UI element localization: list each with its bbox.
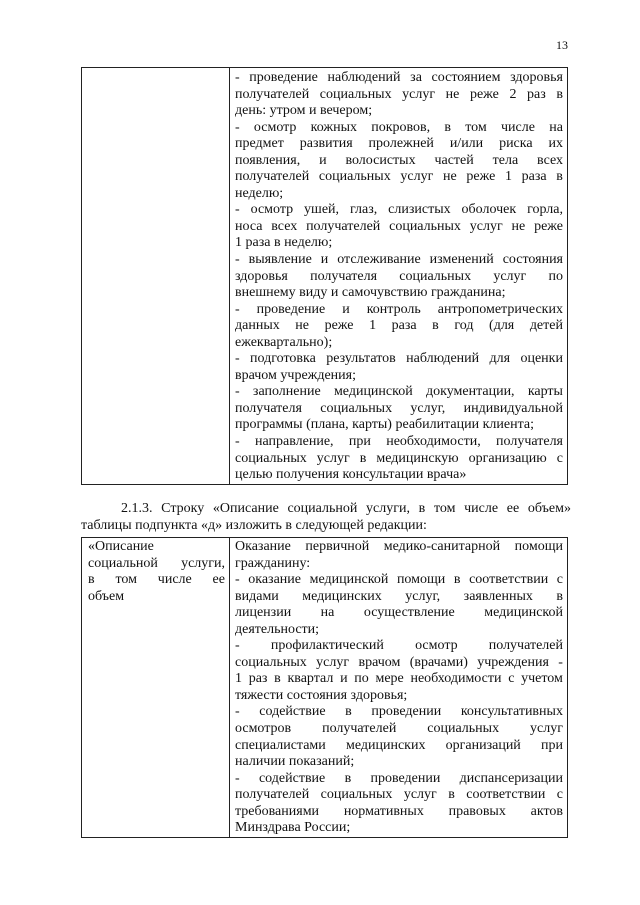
text-line: [230, 671, 567, 688]
word: необходимости: [410, 671, 502, 687]
word: -: [235, 252, 240, 268]
service-description-table: [81, 537, 568, 838]
word: 2: [509, 86, 517, 102]
word: социальных: [427, 721, 500, 737]
word: и/или: [449, 136, 484, 152]
text-line: гражданину:: [235, 555, 311, 571]
word: раз: [248, 671, 268, 687]
word: -: [235, 351, 240, 367]
table1-left-cell: [82, 68, 230, 485]
text-line: [230, 269, 567, 286]
word: проведении: [370, 770, 441, 786]
word: (врачами): [409, 654, 468, 670]
text-line: [230, 605, 567, 622]
word: в: [556, 169, 563, 185]
word: год: [454, 318, 474, 334]
word: получателя: [310, 268, 378, 284]
text-line: внешнему виду и самочувствию гражданина;: [235, 285, 506, 301]
word: ее: [212, 572, 225, 588]
word: медицинской: [484, 605, 563, 621]
word: получателя: [496, 434, 563, 450]
word: направление,: [255, 434, 334, 450]
text-line: [230, 771, 567, 788]
word: с: [556, 450, 563, 466]
word: получателей: [322, 721, 397, 737]
word: получателя: [235, 400, 302, 416]
word: мере: [375, 671, 404, 687]
word: медицинских: [302, 588, 382, 604]
word: «Описание: [212, 501, 279, 516]
word: -: [235, 770, 240, 786]
text-line: неделю;: [235, 185, 284, 201]
word: на: [549, 119, 563, 135]
word: и: [342, 301, 350, 317]
text-line: [230, 384, 567, 401]
text-line: [230, 70, 567, 87]
text-line: [230, 804, 567, 821]
word: и: [319, 152, 327, 168]
word: помощи: [514, 539, 563, 554]
word: предмет: [235, 136, 284, 152]
word: и: [340, 671, 348, 687]
word: наблюдений: [327, 70, 401, 85]
word: услуг: [316, 450, 350, 466]
word: социальной: [287, 501, 358, 516]
word: здоровья: [235, 268, 288, 284]
word: учетом: [521, 671, 563, 687]
word: (для: [489, 318, 515, 334]
word: соответствии: [469, 572, 549, 588]
word: услуг,: [405, 588, 441, 604]
word: наблюдений: [406, 351, 480, 367]
word: -: [235, 119, 240, 135]
table2-right-cell: [230, 538, 568, 838]
word: осмотров: [235, 721, 292, 737]
word: при: [540, 737, 563, 753]
text-line: [230, 87, 567, 104]
word: в: [556, 86, 563, 102]
word: появления,: [235, 152, 301, 168]
word: услуг: [316, 654, 350, 670]
word: оболочек: [461, 202, 517, 218]
word: в: [344, 770, 352, 786]
text-line: [230, 153, 567, 170]
word: не: [443, 169, 457, 185]
word: услуг: [400, 169, 434, 185]
text-line: [230, 721, 567, 738]
word: в: [444, 119, 452, 135]
word: -: [235, 301, 240, 317]
text-line: ежеквартально);: [235, 334, 333, 350]
text-line: целью получения консультации врача»: [235, 467, 467, 483]
word: реже: [469, 86, 499, 102]
table2-left-cell: [82, 538, 230, 838]
table2-left-text: [82, 538, 229, 605]
word: профилактический: [270, 638, 384, 654]
table1-right-cell: [230, 68, 568, 485]
word: проведение: [249, 70, 318, 85]
word: заполнение: [252, 384, 321, 400]
text-line: программы (плана, карты) реабилитации клиента;: [235, 417, 534, 433]
text-line: [230, 434, 567, 451]
amendment-paragraph: [81, 501, 571, 534]
word: услуг: [469, 218, 503, 234]
text-line: тяжести состояния здоровья;: [235, 687, 408, 703]
word: ушей,: [304, 202, 340, 218]
text-line: деятельности;: [235, 621, 320, 637]
word: риска: [499, 136, 533, 152]
word: Строку: [161, 501, 205, 516]
text-line: [230, 169, 567, 186]
text-line: [230, 252, 567, 269]
word: пролежней: [368, 136, 434, 152]
text-line: [230, 401, 567, 418]
text-line: [230, 219, 567, 236]
word: в: [453, 572, 461, 588]
paragraph-line-2: таблицы подпункта «д» изложить в следующей редакции:: [81, 517, 427, 533]
word: 1: [504, 169, 512, 185]
word: носа: [235, 218, 263, 234]
text-line: «Описание: [88, 539, 154, 554]
word: услуг: [402, 86, 436, 102]
word: в: [359, 450, 367, 466]
word: проведение: [256, 301, 326, 317]
text-line: [230, 318, 567, 335]
word: медицинской: [333, 384, 413, 400]
word: содействие: [258, 770, 326, 786]
word: -: [235, 572, 240, 588]
word: социальных: [319, 86, 392, 102]
word: -: [558, 654, 563, 670]
word: медицинскую: [376, 450, 459, 466]
word: реже: [324, 318, 354, 334]
word: врачом: [358, 654, 401, 670]
text-line: Минздрава России;: [235, 820, 351, 836]
word: видами: [235, 588, 279, 604]
word: осмотр: [253, 119, 297, 135]
word: -: [235, 202, 240, 218]
word: Оказание: [235, 539, 291, 554]
word: результатов: [326, 351, 396, 367]
text-line: [230, 136, 567, 153]
word: в: [448, 787, 455, 803]
word: оценки: [520, 351, 563, 367]
page-number: 13: [556, 38, 568, 52]
word: социальных: [389, 218, 461, 234]
word: с: [556, 787, 563, 803]
word: в: [345, 704, 352, 720]
text-line: объем: [88, 588, 125, 604]
word: выявление: [248, 252, 312, 268]
word: услуг,: [410, 400, 446, 416]
word: ее: [506, 501, 520, 516]
word: данных: [235, 318, 280, 334]
word: антропометрических: [437, 301, 563, 317]
word: социальных: [399, 268, 472, 284]
text-line: [230, 572, 567, 589]
word: с: [508, 671, 515, 687]
word: социальных: [235, 654, 307, 670]
text-line: [230, 655, 567, 672]
word: 2.1.3.: [121, 501, 153, 516]
text-line: [230, 704, 567, 721]
word: развития: [299, 136, 353, 152]
word: учреждения: [477, 654, 549, 670]
word: в: [418, 501, 426, 516]
word: раз: [527, 86, 546, 102]
word: услуг: [530, 721, 563, 737]
word: за: [410, 70, 422, 85]
word: числе: [157, 572, 192, 588]
word: заявленных: [463, 588, 533, 604]
text-line: наличии показаний;: [235, 754, 355, 770]
word: 1: [235, 671, 242, 687]
word: по: [548, 268, 563, 284]
word: реже: [466, 169, 496, 185]
word: организацию: [468, 450, 547, 466]
table2-right-text: [230, 538, 567, 837]
word: не: [295, 318, 310, 334]
text-line: [230, 302, 567, 319]
word: глаз,: [349, 202, 378, 218]
word: первичной: [305, 539, 370, 554]
word: услуг: [403, 787, 437, 803]
word: не: [445, 86, 460, 102]
word: диспансеризации: [459, 770, 563, 786]
word: актов: [530, 803, 563, 819]
word: всех: [537, 152, 563, 168]
word: -: [235, 704, 240, 720]
word: документации,: [425, 384, 515, 400]
word: содействие: [259, 704, 326, 720]
word: изменений: [429, 252, 494, 268]
word: их: [548, 136, 563, 152]
word: слизистых: [388, 202, 451, 218]
word: осуществление: [363, 605, 455, 621]
word: получателей: [488, 638, 563, 654]
word: в: [556, 588, 563, 604]
word: осмотр: [415, 638, 458, 654]
word: карты: [527, 384, 563, 400]
word: раза: [391, 318, 417, 334]
word: социальных: [320, 787, 393, 803]
word: -: [235, 638, 240, 654]
word: числе: [501, 119, 535, 135]
word: социальных: [320, 400, 393, 416]
word: услуги,: [366, 501, 410, 516]
word: не: [511, 218, 526, 234]
word: медико-санитарной: [383, 539, 501, 554]
word: по: [354, 671, 369, 687]
text-line: [82, 572, 229, 589]
word: социальных: [235, 450, 307, 466]
text-line: день: утром и вечером;: [235, 103, 373, 119]
word: объем»: [527, 501, 571, 516]
text-line: [230, 589, 567, 606]
word: помощи: [396, 572, 446, 588]
word: горла,: [527, 202, 563, 218]
table1-right-text: [230, 68, 567, 484]
word: специалистами: [235, 737, 326, 753]
word: получателей: [235, 86, 310, 102]
text-line: врачом учреждения;: [235, 367, 356, 383]
word: частей: [434, 152, 474, 168]
word: требованиями: [235, 803, 320, 819]
word: состояния: [502, 252, 563, 268]
word: соответствии: [466, 787, 546, 803]
text-line: [230, 351, 567, 368]
word: получателей: [306, 218, 381, 234]
word: контроль: [366, 301, 421, 317]
word: детей: [529, 318, 563, 334]
text-line: [230, 738, 567, 755]
text-line: [230, 638, 567, 655]
word: отслеживание: [337, 252, 421, 268]
text-line: [230, 451, 567, 468]
paragraph-line-1: [81, 501, 571, 518]
word: 1: [369, 318, 377, 334]
word: подготовка: [250, 351, 316, 367]
word: получателей: [235, 169, 310, 185]
word: кожных: [310, 119, 357, 135]
text-line: [82, 556, 229, 573]
word: тела: [492, 152, 519, 168]
word: том: [465, 119, 487, 135]
text-line: 1 раза в неделю;: [235, 235, 333, 251]
word: в: [274, 671, 281, 687]
word: том: [433, 501, 456, 516]
word: реже: [534, 218, 563, 234]
word: покровов,: [371, 119, 431, 135]
word: необходимости,: [386, 434, 481, 450]
word: медицинских: [345, 737, 426, 753]
word: услуг: [493, 268, 527, 284]
word: -: [235, 70, 240, 85]
word: индивидуальной: [463, 400, 563, 416]
word: числе: [464, 501, 499, 516]
word: для: [489, 351, 511, 367]
word: проведении: [371, 704, 442, 720]
word: том: [115, 572, 137, 588]
word: получателей: [235, 787, 310, 803]
text-line: [230, 539, 567, 556]
word: -: [235, 384, 240, 400]
word: осмотр: [250, 202, 294, 218]
word: на: [320, 605, 335, 621]
word: правовых: [448, 803, 506, 819]
word: медицинской: [309, 572, 389, 588]
word: волосистых: [345, 152, 416, 168]
word: с: [556, 572, 563, 588]
text-line: [230, 787, 567, 804]
word: лицензии: [235, 605, 292, 621]
word: при: [348, 434, 371, 450]
word: организаций: [445, 737, 521, 753]
word: и: [320, 252, 329, 268]
word: -: [235, 434, 240, 450]
word: оказание: [248, 572, 301, 588]
word: раза: [521, 169, 547, 185]
service-table-continuation: [81, 67, 568, 485]
word: квартал: [287, 671, 334, 687]
word: нормативных: [343, 803, 424, 819]
word: состоянием: [431, 70, 501, 85]
word: всех: [271, 218, 298, 234]
word: консультативных: [460, 704, 563, 720]
text-line: [230, 202, 567, 219]
word: здоровья: [510, 70, 563, 85]
word: в: [88, 572, 95, 588]
word: в: [432, 318, 439, 334]
word: социальных: [318, 169, 391, 185]
word: услуги,: [181, 555, 225, 571]
text-line: [230, 120, 567, 137]
word: социальной: [88, 555, 158, 571]
